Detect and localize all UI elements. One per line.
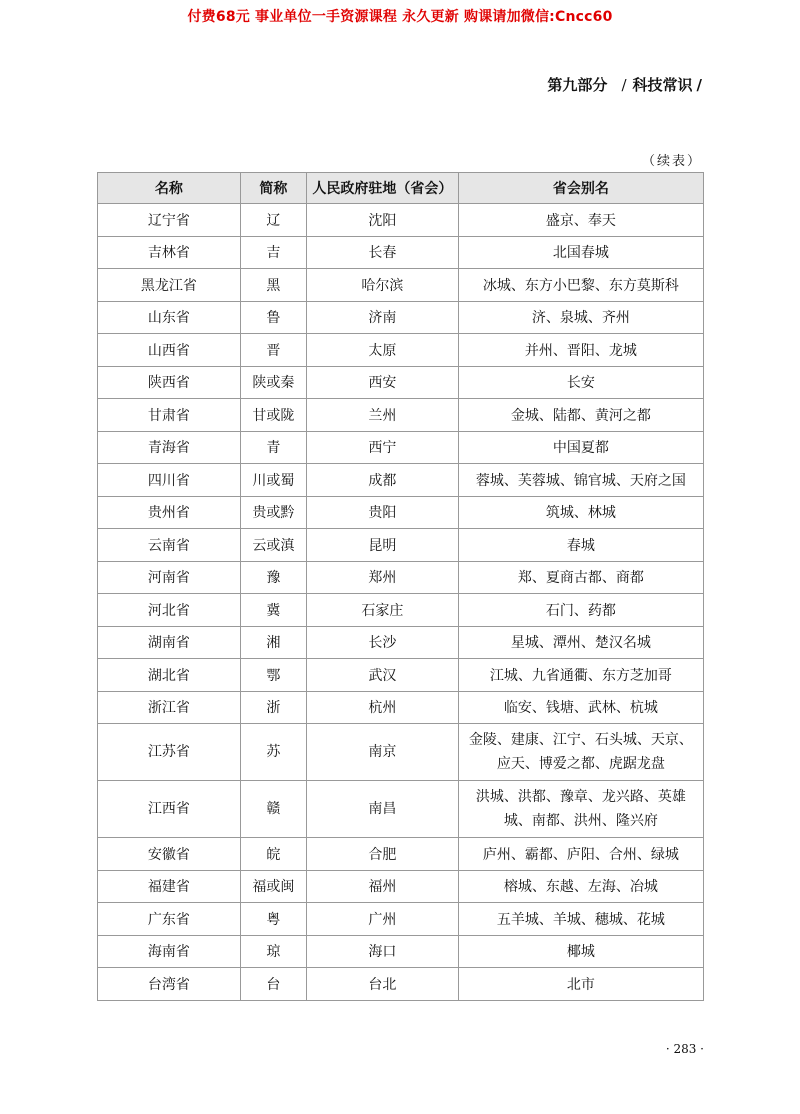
continued-label: （续表）	[641, 154, 702, 169]
cell-capital-alias: 临安、钱塘、武林、杭城	[458, 691, 703, 724]
cell-capital: 哈尔滨	[306, 269, 458, 302]
table-row	[98, 903, 704, 936]
cell-province-name: 海南省	[98, 935, 241, 968]
cell-province-name: 河南省	[98, 561, 241, 594]
table-row	[98, 399, 704, 432]
table-row	[98, 724, 704, 781]
cell-abbreviation: 青	[240, 431, 306, 464]
table-row	[98, 659, 704, 692]
cell-province-name: 台湾省	[98, 968, 241, 1001]
column-header-capital: 人民政府驻地（省会）	[306, 173, 458, 204]
cell-province-name: 四川省	[98, 464, 241, 497]
table-row	[98, 935, 704, 968]
cell-capital-alias: 春城	[458, 529, 703, 562]
cell-capital: 沈阳	[306, 204, 458, 237]
cell-abbreviation: 福或闽	[240, 870, 306, 903]
page-header	[547, 74, 702, 95]
cell-abbreviation: 鄂	[240, 659, 306, 692]
table-row	[98, 301, 704, 334]
cell-capital-alias: 冰城、东方小巴黎、东方莫斯科	[458, 269, 703, 302]
cell-capital-alias: 北国春城	[458, 236, 703, 269]
cell-capital-alias: 江城、九省通衢、东方芝加哥	[458, 659, 703, 692]
cell-abbreviation: 云或滇	[240, 529, 306, 562]
cell-capital: 郑州	[306, 561, 458, 594]
cell-province-name: 山西省	[98, 334, 241, 367]
cell-capital: 成都	[306, 464, 458, 497]
cell-province-name: 青海省	[98, 431, 241, 464]
cell-province-name: 湖南省	[98, 626, 241, 659]
cell-capital-alias: 长安	[458, 366, 703, 399]
cell-province-name: 山东省	[98, 301, 241, 334]
cell-abbreviation: 台	[240, 968, 306, 1001]
cell-capital: 西安	[306, 366, 458, 399]
cell-province-name: 安徽省	[98, 838, 241, 871]
table-row	[98, 496, 704, 529]
cell-abbreviation: 甘或陇	[240, 399, 306, 432]
cell-capital: 兰州	[306, 399, 458, 432]
cell-province-name: 江苏省	[98, 724, 241, 781]
cell-abbreviation: 晋	[240, 334, 306, 367]
page-number: · 283 ·	[665, 1042, 704, 1056]
cell-abbreviation: 皖	[240, 838, 306, 871]
cell-capital: 武汉	[306, 659, 458, 692]
part-title: 第九部分	[547, 76, 608, 94]
table-row	[98, 269, 704, 302]
column-header-name: 名称	[98, 173, 241, 204]
cell-province-name: 黑龙江省	[98, 269, 241, 302]
cell-capital: 福州	[306, 870, 458, 903]
cell-province-name: 福建省	[98, 870, 241, 903]
table-row	[98, 236, 704, 269]
table-row	[98, 838, 704, 871]
table-row	[98, 204, 704, 237]
table-row	[98, 594, 704, 627]
cell-capital: 广州	[306, 903, 458, 936]
cell-province-name: 贵州省	[98, 496, 241, 529]
cell-capital-alias: 蓉城、芙蓉城、锦官城、天府之国	[458, 464, 703, 497]
cell-abbreviation: 赣	[240, 781, 306, 838]
cell-abbreviation: 辽	[240, 204, 306, 237]
cell-capital: 长沙	[306, 626, 458, 659]
cell-capital-alias: 金城、陆都、黄河之都	[458, 399, 703, 432]
cell-capital-alias: 五羊城、羊城、穗城、花城	[458, 903, 703, 936]
cell-abbreviation: 苏	[240, 724, 306, 781]
cell-province-name: 浙江省	[98, 691, 241, 724]
subject-title: 科技常识	[632, 76, 693, 94]
watermark-banner: 付费68元 事业单位一手资源课程 永久更新 购课请加微信:Cncc60	[187, 9, 613, 25]
cell-abbreviation: 湘	[240, 626, 306, 659]
column-header-alias: 省会别名	[458, 173, 703, 204]
cell-capital-alias: 椰城	[458, 935, 703, 968]
cell-capital: 合肥	[306, 838, 458, 871]
cell-capital-alias: 郑、夏商古都、商都	[458, 561, 703, 594]
cell-capital-alias: 并州、晋阳、龙城	[458, 334, 703, 367]
cell-capital-alias: 金陵、建康、江宁、石头城、天京、应天、博爱之都、虎踞龙盘	[458, 724, 703, 781]
cell-province-name: 江西省	[98, 781, 241, 838]
cell-capital-alias: 北市	[458, 968, 703, 1001]
cell-capital-alias: 筑城、林城	[458, 496, 703, 529]
cell-capital: 石家庄	[306, 594, 458, 627]
cell-capital-alias: 星城、潭州、楚汉名城	[458, 626, 703, 659]
table-body	[98, 204, 704, 1001]
table-row	[98, 626, 704, 659]
table-row	[98, 561, 704, 594]
cell-province-name: 陕西省	[98, 366, 241, 399]
cell-abbreviation: 浙	[240, 691, 306, 724]
cell-capital: 太原	[306, 334, 458, 367]
cell-capital: 长春	[306, 236, 458, 269]
cell-capital: 南京	[306, 724, 458, 781]
cell-capital: 海口	[306, 935, 458, 968]
table-row	[98, 781, 704, 838]
table-row	[98, 431, 704, 464]
cell-capital-alias: 洪城、洪都、豫章、龙兴路、英雄城、南都、洪州、隆兴府	[458, 781, 703, 838]
cell-capital: 昆明	[306, 529, 458, 562]
cell-capital: 济南	[306, 301, 458, 334]
cell-capital-alias: 盛京、奉天	[458, 204, 703, 237]
cell-abbreviation: 粤	[240, 903, 306, 936]
table-row	[98, 529, 704, 562]
cell-capital: 贵阳	[306, 496, 458, 529]
cell-capital-alias: 榕城、东越、左海、冶城	[458, 870, 703, 903]
cell-capital: 西宁	[306, 431, 458, 464]
table-row	[98, 366, 704, 399]
cell-abbreviation: 贵或黔	[240, 496, 306, 529]
cell-abbreviation: 吉	[240, 236, 306, 269]
table-row	[98, 464, 704, 497]
table-row	[98, 870, 704, 903]
cell-capital: 台北	[306, 968, 458, 1001]
column-header-abbr: 简称	[240, 173, 306, 204]
cell-capital: 杭州	[306, 691, 458, 724]
table-row	[98, 691, 704, 724]
cell-capital-alias: 中国夏都	[458, 431, 703, 464]
cell-abbreviation: 冀	[240, 594, 306, 627]
table-row	[98, 968, 704, 1001]
table-header-row	[98, 173, 704, 204]
cell-abbreviation: 鲁	[240, 301, 306, 334]
cell-capital-alias: 济、泉城、齐州	[458, 301, 703, 334]
cell-abbreviation: 川或蜀	[240, 464, 306, 497]
cell-abbreviation: 豫	[240, 561, 306, 594]
cell-capital-alias: 石门、药都	[458, 594, 703, 627]
cell-province-name: 河北省	[98, 594, 241, 627]
cell-province-name: 辽宁省	[98, 204, 241, 237]
cell-province-name: 甘肃省	[98, 399, 241, 432]
table-row	[98, 334, 704, 367]
province-table	[97, 172, 704, 1001]
cell-province-name: 广东省	[98, 903, 241, 936]
cell-province-name: 湖北省	[98, 659, 241, 692]
cell-province-name: 吉林省	[98, 236, 241, 269]
header-separator-end: /	[696, 76, 702, 94]
cell-province-name: 云南省	[98, 529, 241, 562]
cell-abbreviation: 琼	[240, 935, 306, 968]
cell-abbreviation: 陕或秦	[240, 366, 306, 399]
cell-capital-alias: 庐州、霸都、庐阳、合州、绿城	[458, 838, 703, 871]
cell-abbreviation: 黑	[240, 269, 306, 302]
header-separator: /	[621, 76, 627, 94]
cell-capital: 南昌	[306, 781, 458, 838]
